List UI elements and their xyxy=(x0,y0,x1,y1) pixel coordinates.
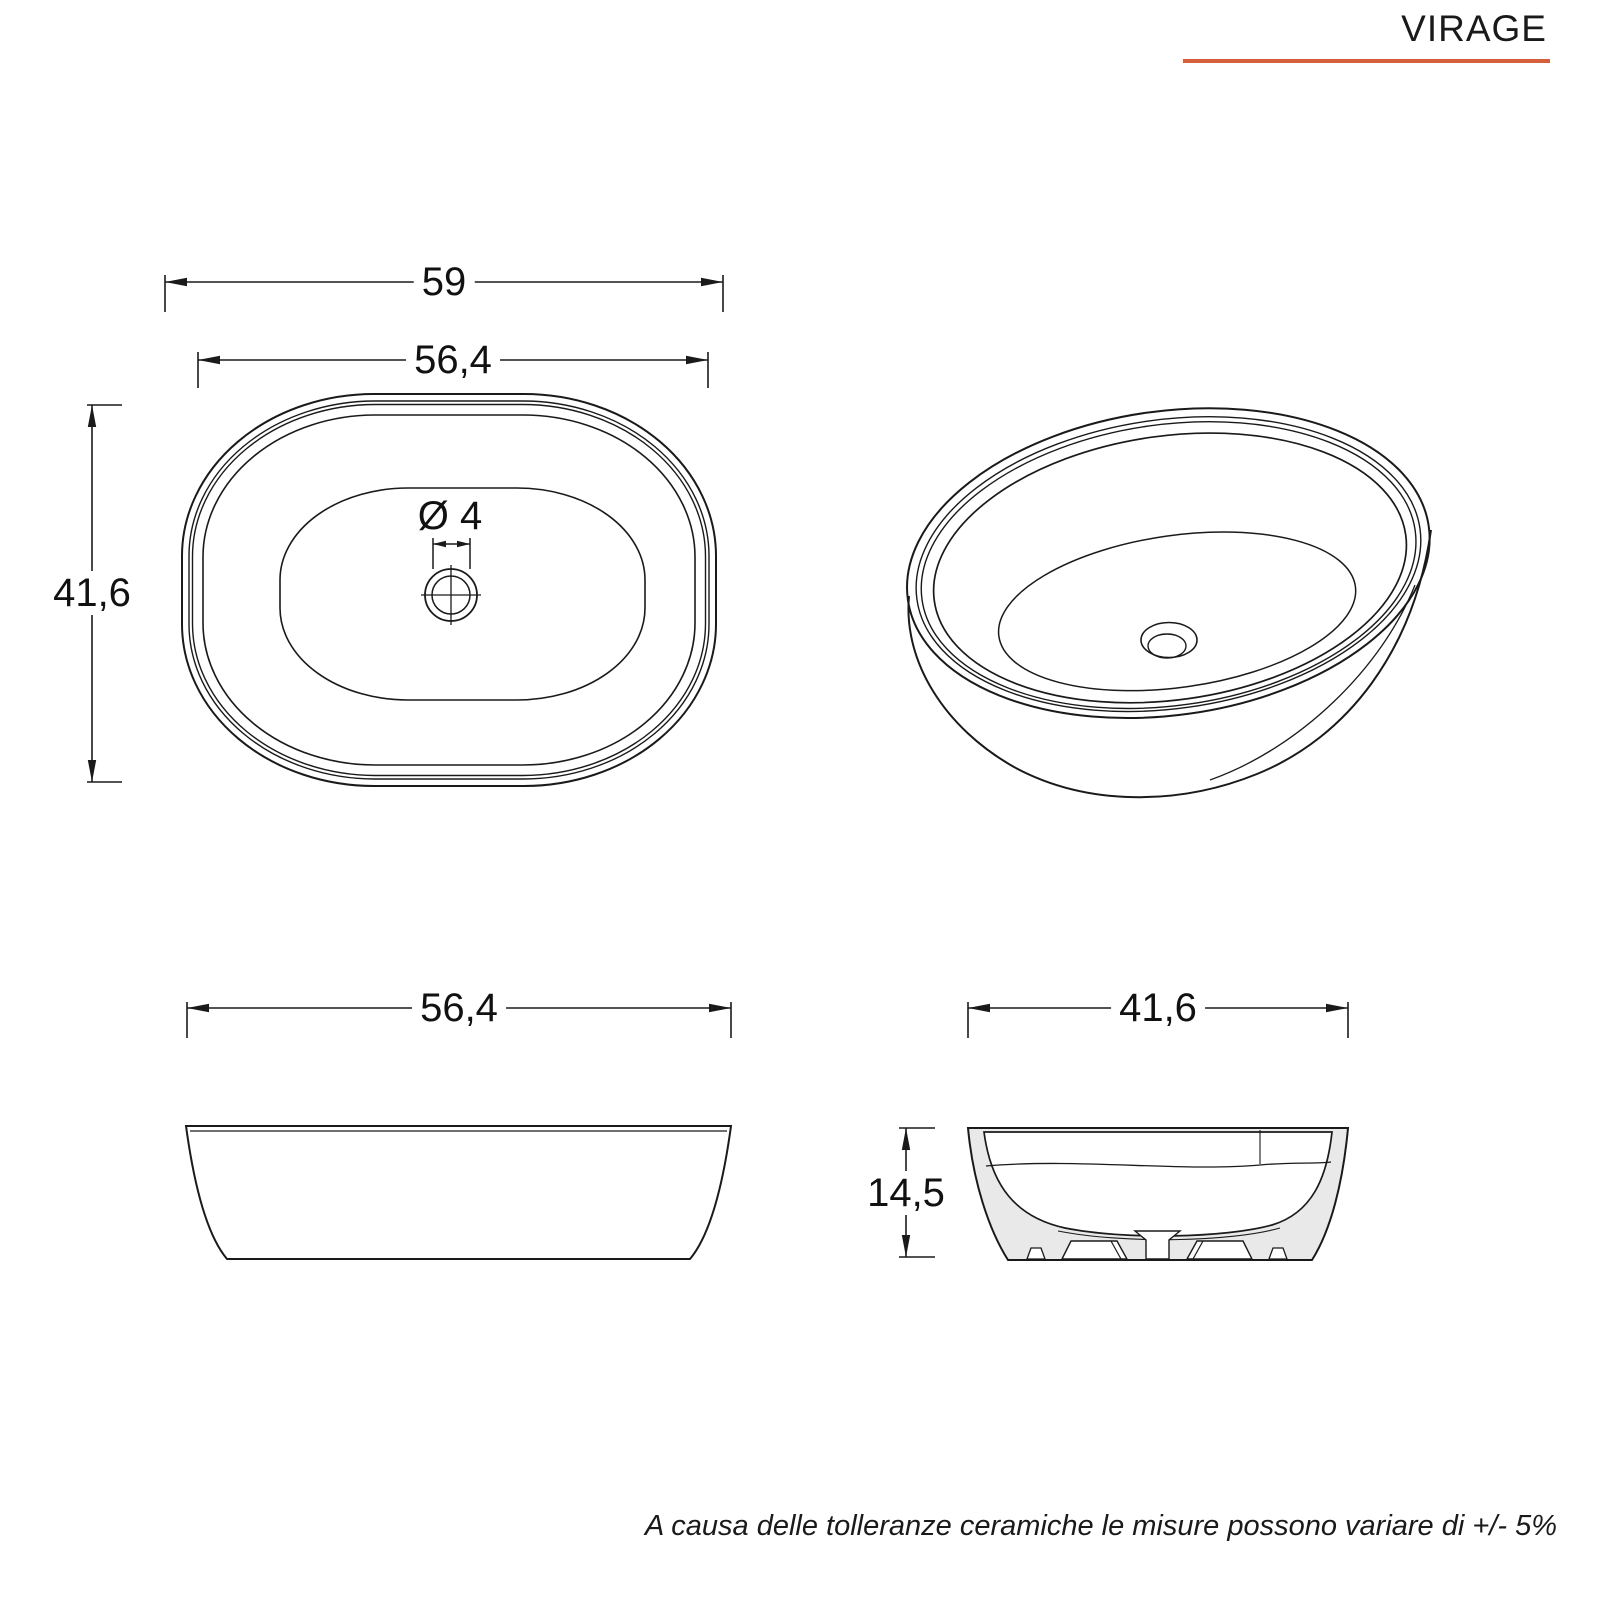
front-view-drawing xyxy=(186,1126,731,1259)
plan-view-drawing xyxy=(182,394,716,786)
perspective-view-drawing xyxy=(887,376,1450,797)
section-foot-cutout-right xyxy=(1187,1241,1252,1259)
dim-label-plan-depth: 41,6 xyxy=(45,571,139,615)
dim-label-plan-inner-width: 56,4 xyxy=(406,338,500,382)
tolerance-note: A causa delle tolleranze ceramiche le misure possono variare di +/- 5% xyxy=(644,1510,1557,1542)
plan-drain xyxy=(421,565,481,625)
dim-label-side-width: 41,6 xyxy=(1111,986,1205,1030)
dim-label-side-height: 14,5 xyxy=(859,1171,953,1215)
side-section-drawing xyxy=(968,1128,1348,1260)
section-foot-cutout-left xyxy=(1062,1241,1127,1259)
dim-label-plan-outer-width: 59 xyxy=(414,260,475,304)
title-accent-rule xyxy=(1183,59,1550,63)
product-title: VIRAGE xyxy=(1401,8,1547,49)
perspective-drain xyxy=(1141,623,1197,659)
dim-label-drain-diameter: Ø 4 xyxy=(417,494,483,538)
dim-label-front-width: 56,4 xyxy=(412,986,506,1030)
dim-drain-diameter xyxy=(433,538,470,569)
perspective-body-silhouette xyxy=(908,530,1431,797)
